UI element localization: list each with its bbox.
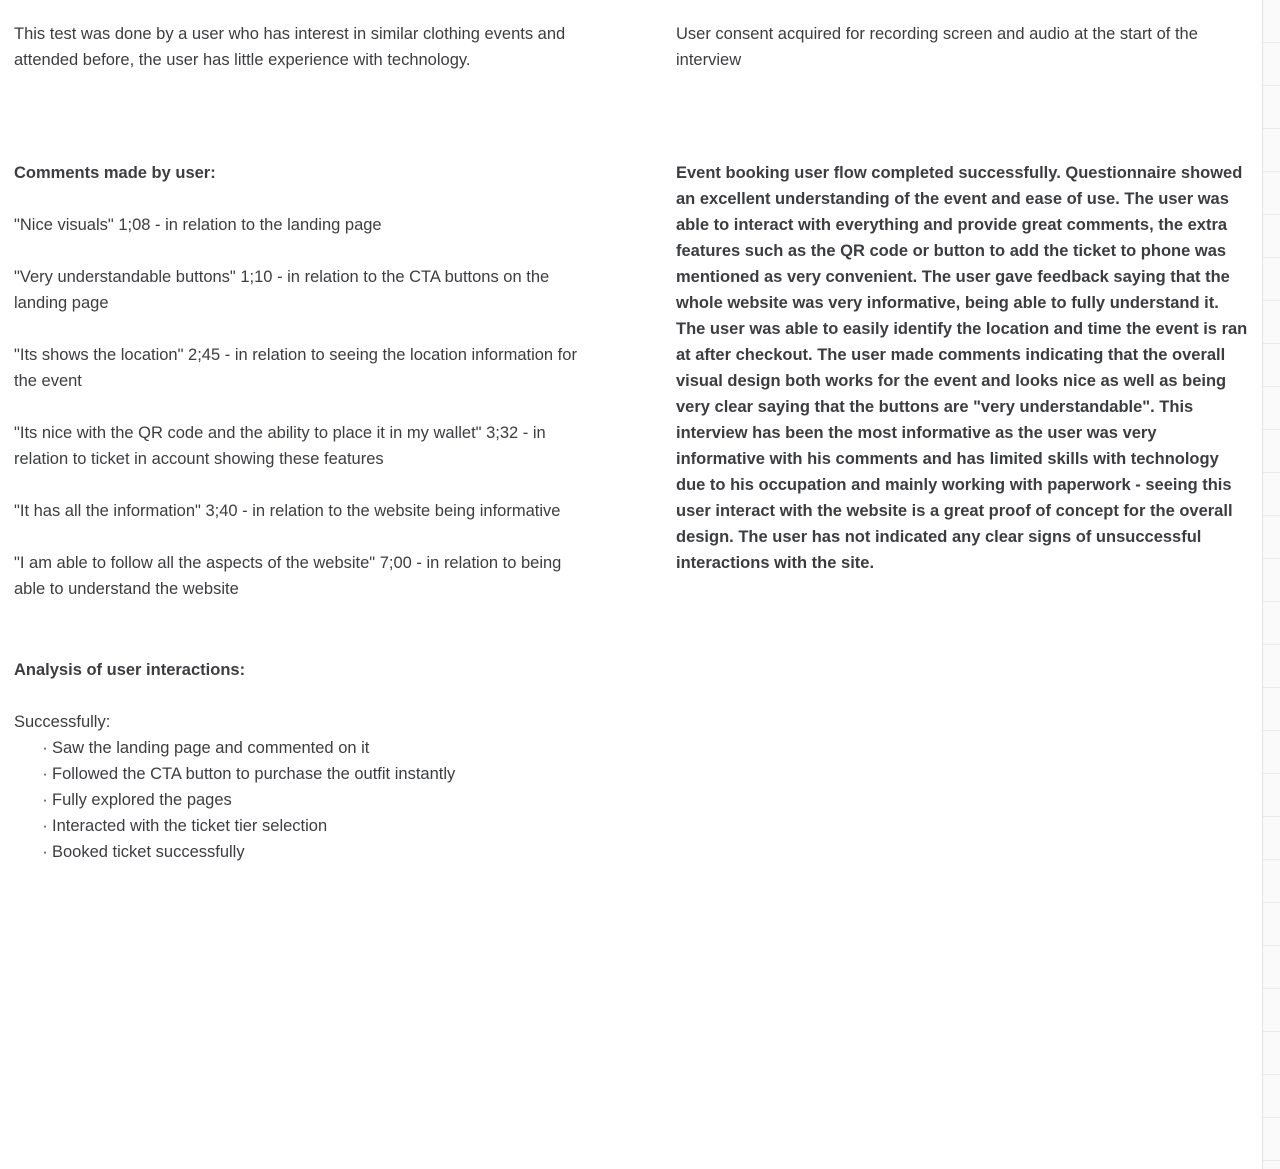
successfully-label: Successfully: [14,713,111,731]
spreadsheet-row-gridlines-strip [1262,0,1280,1169]
list-item [14,813,592,839]
comment-item: "I am able to follow all the aspects of the website" 7;00 - in relation to being able to understand the website [14,554,562,598]
summary-paragraph: Event booking user flow completed successfully. Questionnaire showed an excellent understanding of the event and ease of use. The user was able to interact with everything and provide great comments, the extra features such as the QR code or button to add the ticket to phone was mentioned as very convenient. The user gave feedback saying that the whole website was very informative, being able to fully understand it. The user was able to easily identify the location and time the event is ran at after checkout. The user made comments indicating that the overall visual design both works for the event and looks nice as well as being very clear saying that the buttons are "very understandable". This interview has been the most informative as the user was very informative with his comments and has limited skills with technology due to his occupation and mainly working with paperwork - seeing this user interact with the website is a great proof of concept for the overall design. The user has not indicated any clear signs of unsuccessful interactions with the site. [676,164,1248,572]
comment-item: "Very understandable buttons" 1;10 - in relation to the CTA buttons on the landing page [14,268,550,312]
comment-item: "Its nice with the QR code and the ability to place it in my wallet" 3;32 - in relation to ticket in account showing these features [14,424,546,468]
comments-heading: Comments made by user: [14,164,216,182]
left-column-row1 [0,21,676,160]
consent-note: User consent acquired for recording screen and audio at the start of the interview [676,25,1198,69]
list-item [14,735,592,761]
bullet-icon: · [42,817,48,835]
bullet-icon: · [42,765,48,783]
comment-item: "Its shows the location" 2;45 - in relation to seeing the location information for the event [14,346,577,390]
left-column-row2 [0,160,676,865]
bullet-icon: · [42,791,48,809]
comment-item: "Nice visuals" 1;08 - in relation to the landing page [14,216,382,234]
list-item-text: Fully explored the pages [52,791,232,809]
list-item-text: Followed the CTA button to purchase the outfit instantly [52,765,456,783]
list-item [14,839,592,865]
bullet-icon: · [42,843,48,861]
list-item-text: Interacted with the ticket tier selection [52,817,328,835]
list-item [14,761,592,787]
right-column-row2 [676,160,1248,865]
bullet-icon: · [42,739,48,757]
analysis-heading: Analysis of user interactions: [14,661,246,679]
comment-item: "It has all the information" 3;40 - in relation to the website being informative [14,502,561,520]
list-item [14,787,592,813]
success-list [14,735,592,865]
list-item-text: Booked ticket successfully [52,843,245,861]
list-item-text: Saw the landing page and commented on it [52,739,370,757]
intro-paragraph: This test was done by a user who has interest in similar clothing events and attended before, the user has little experience with technology. [14,25,566,69]
right-column-row1 [676,21,1248,160]
